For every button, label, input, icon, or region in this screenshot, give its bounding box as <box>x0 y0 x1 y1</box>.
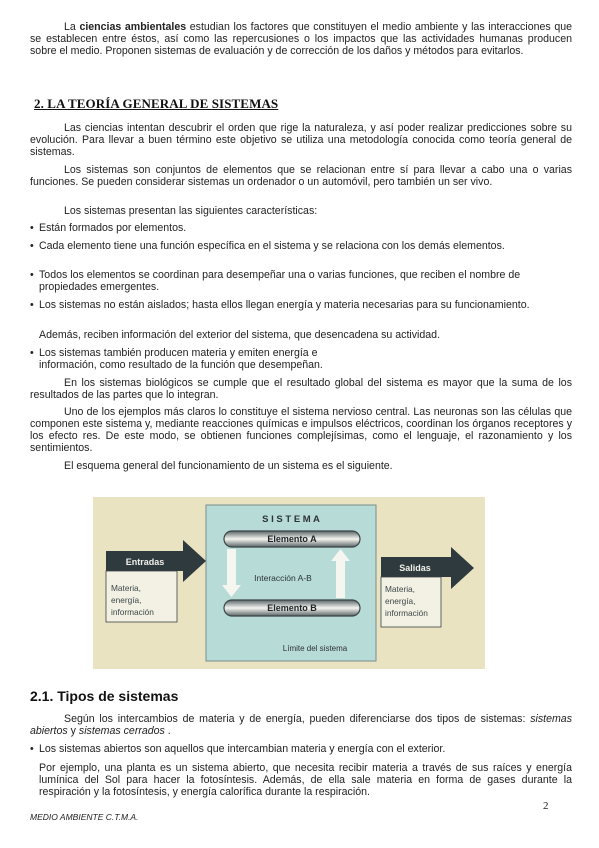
section-2-paragraph-2: Los sistemas son conjuntos de elementos que se relacionan entre sí para llevar a cabo una o varias funciones. Se pueden considerar sistemas un ordenador o un automóvil, pero también un ser vivo. <box>30 164 572 188</box>
section-2-paragraph-1: Las ciencias intentan descubrir el orden que rige la naturaleza, y así poder realizar predicciones sobre su evolución. Para llevar a buen término este objetivo se utiliza una metodología conocida como teoría general de sistemas. <box>30 122 572 158</box>
outputs-item: Materia, <box>385 584 415 594</box>
section-2-paragraph-3: Los sistemas presentan las siguientes características: <box>64 205 318 217</box>
intro-paragraph <box>30 21 572 57</box>
system-title: S I S T E M A <box>262 514 320 525</box>
open-systems-term: sistemas abiertos <box>30 713 572 737</box>
list-item: • Los sistemas abiertos son aquellos que intercambian materia y energía con el exterior. <box>30 743 446 755</box>
bullet-icon: • <box>30 269 34 281</box>
bullet-icon: • <box>30 222 34 234</box>
system-diagram-svg <box>93 497 485 669</box>
section-2-heading: 2. LA TEORÍA GENERAL DE SISTEMAS <box>34 96 279 111</box>
intro-bold-term: ciencias ambientales <box>79 21 187 33</box>
inputs-item: energía, <box>111 595 142 605</box>
outputs-item: energía, <box>385 596 416 606</box>
also-note: Además, reciben información del exterior del sistema, que desencadena su actividad. <box>39 329 441 341</box>
bullet-icon: • <box>30 743 34 755</box>
section-2-1-heading: 2.1. Tipos de sistemas <box>30 688 179 704</box>
section-2-1-paragraph-1: Según los intercambios de materia y de energía, pueden diferenciarse dos tipos de sistemas: sistemas abiertos y sistemas cerrados . <box>30 713 572 737</box>
element-a-label: Elemento A <box>267 534 317 544</box>
inputs-item: Materia, <box>111 583 141 593</box>
list-item: • Los sistemas no están aislados; hasta ellos llegan energía y materia necesarias para su funcionamiento. <box>30 299 530 311</box>
closed-systems-term: sistemas cerrados <box>78 725 165 737</box>
page-number: 2 <box>543 800 549 812</box>
section-2-paragraph-6: El esquema general del funcionamiento de un sistema es el siguiente. <box>64 460 393 472</box>
list-item: • Los sistemas también producen materia y emiten energía e información, como resultado de la función que desempeñan. <box>30 347 323 371</box>
system-limit-label: Límite del sistema <box>282 644 348 653</box>
inputs-item: información <box>111 607 154 617</box>
footer: MEDIO AMBIENTE C.T.M.A. <box>30 812 139 822</box>
inputs-label: Entradas <box>125 557 165 567</box>
section-2-paragraph-4: En los sistemas biológicos se cumple que el resultado global del sistema es mayor que la suma de los resultados de las partes que lo integran. <box>30 377 572 401</box>
list-item: • Están formados por elementos. <box>30 222 187 234</box>
bullet-icon: • <box>30 347 34 359</box>
intro-rest: estudian los factores que constituyen el medio ambiente y las interacciones que se establecen entre éstos, así como las repercusiones o los impactos que las actividades humanas producen sobre el medio. Proponen sistemas de evaluación y de corrección de los daños y métodos para evitarlos. <box>30 21 572 57</box>
intro-lead: La <box>64 21 80 33</box>
section-2-paragraph-5: Uno de los ejemplos más claros lo constituye el sistema nervioso central. Las neuronas son las células que componen este sistema y, mediante reacciones químicas e impulsos eléctricos, coordinan los órganos receptores y los efecto res. De este modo, se obtienen funciones complejísimas, como el lenguaje, el razonamiento y los sentimientos. <box>30 406 572 454</box>
section-2-1-paragraph-2: Por ejemplo, una planta es un sistema abierto, que necesita recibir materia a través de sus raíces y energía lumínica del Sol para hacer la fotosíntesis. Además, de ella sale materia en forma de gases durante la respiración y la fotosíntesis, y energía calorífica durante la respiración. <box>39 762 572 798</box>
element-b-label: Elemento B <box>267 603 317 613</box>
outputs-item: información <box>385 608 428 618</box>
bullet-icon: • <box>30 240 34 252</box>
list-item: • Todos los elementos se coordinan para desempeñar una o varias funciones, que reciben el nombre de propiedades emergentes. <box>30 269 521 293</box>
interaction-label: Interacción A-B <box>254 573 312 583</box>
bullet-icon: • <box>30 299 34 311</box>
outputs-label: Salidas <box>399 563 431 573</box>
list-item: • Cada elemento tiene una función específica en el sistema y se relaciona con los demás elementos. <box>30 240 505 252</box>
system-diagram <box>93 497 485 669</box>
